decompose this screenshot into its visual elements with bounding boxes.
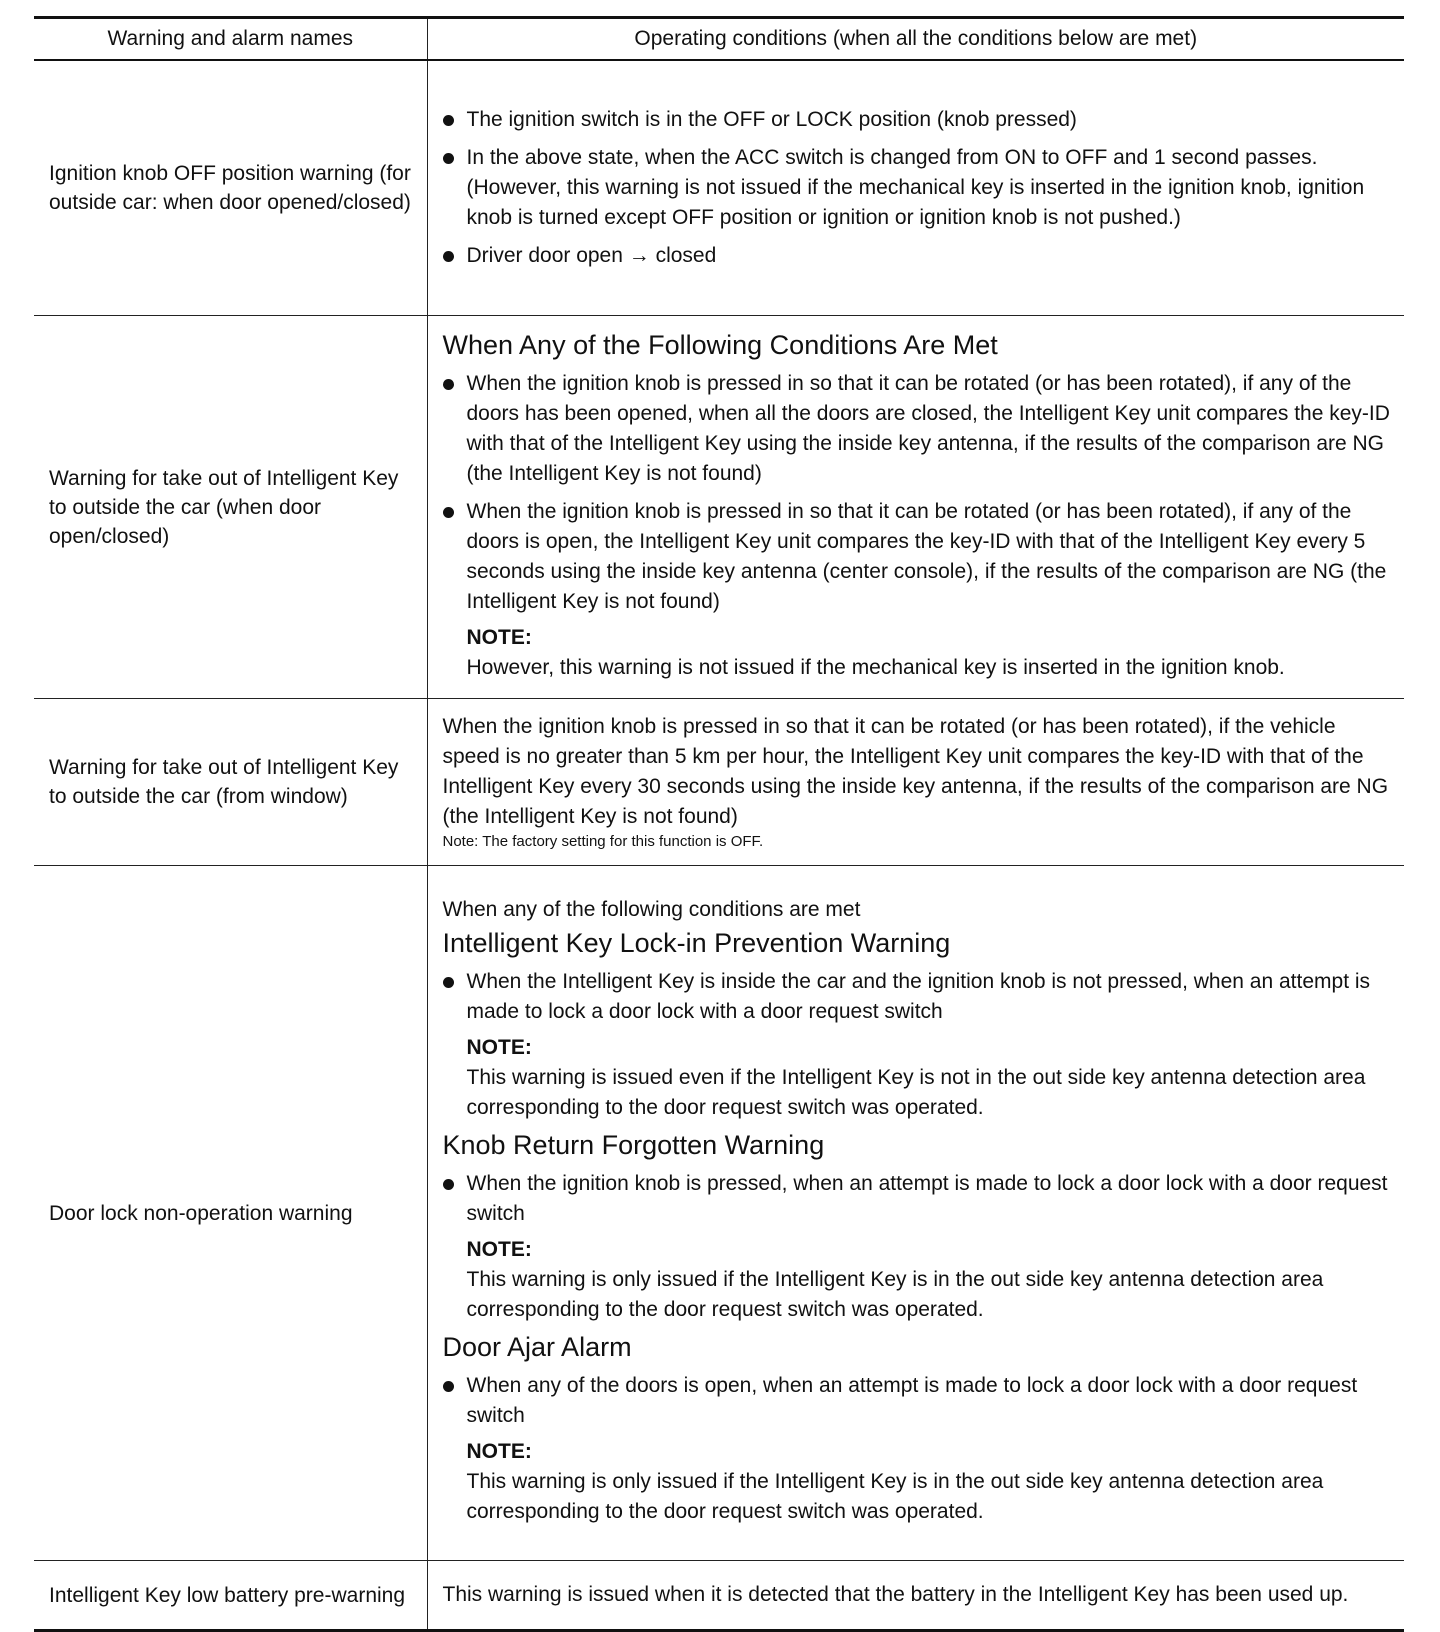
bullet-icon: [443, 507, 454, 518]
section-heading: Intelligent Key Lock-in Prevention Warning: [442, 928, 951, 958]
condition-text: When any of the doors is open, when an attempt is made to lock a door lock with a door request switch: [466, 1374, 1358, 1427]
note-text: This warning is only issued if the Intelligent Key is in the out side key antenna detection area corresponding to the door request switch was operated.: [466, 1470, 1324, 1523]
note-label: NOTE:: [466, 1238, 532, 1261]
warning-conditions-table: [34, 16, 1404, 1632]
condition-item: [443, 143, 1391, 233]
bullet-icon: [443, 379, 454, 390]
small-note: Note: The factory setting for this function is OFF.: [442, 833, 764, 850]
note-text: This warning is only issued if the Intelligent Key is in the out side key antenna detection area corresponding to the door request switch was operated.: [466, 1268, 1324, 1321]
condition-item: [443, 369, 1391, 489]
header-warning-names: Warning and alarm names: [34, 18, 427, 61]
note-block: [467, 1235, 1391, 1325]
conditions-cell: [427, 1561, 1404, 1631]
table-row: [34, 1561, 1404, 1631]
condition-list: [443, 1169, 1391, 1229]
bullet-icon: [443, 153, 454, 164]
bullet-icon: [443, 1179, 454, 1190]
condition-item: [443, 1169, 1391, 1229]
condition-list: [443, 1371, 1391, 1431]
warning-name-cell: Intelligent Key low battery pre-warning: [34, 1561, 427, 1631]
table-row: [34, 60, 1404, 316]
note-block: [467, 1437, 1391, 1527]
condition-text: When the ignition knob is pressed in so that it can be rotated (or has been rotated), if any of the doors is open, the Intelligent Key unit compares the key-ID with that of the Intelligent Key every 5 seconds using the inside key antenna (center console), if the results of the comparison are NG (the Intelligent Key is not found): [466, 500, 1387, 613]
condition-item: [443, 497, 1391, 617]
section-heading: When Any of the Following Conditions Are Met: [442, 330, 998, 360]
warning-name-cell: Warning for take out of Intelligent Key to outside the car (when door open/closed): [34, 316, 427, 699]
bullet-icon: [443, 251, 454, 262]
condition-list: [443, 369, 1391, 617]
note-label: NOTE:: [466, 1440, 532, 1463]
condition-text: When the ignition knob is pressed in so that it can be rotated (or has been rotated), if the vehicle speed is no greater than 5 km per hour, the Intelligent Key unit compares the key-ID with that of the Intelligent Key every 30 seconds using the inside key antenna, if the results of the comparison are NG (the Intelligent Key is not found): [442, 715, 1389, 828]
conditions-cell: [427, 316, 1404, 699]
section-heading: Knob Return Forgotten Warning: [442, 1130, 825, 1160]
conditions-cell: [427, 866, 1404, 1561]
table-row: [34, 699, 1404, 866]
note-text: This warning is issued even if the Intelligent Key is not in the out side key antenna detection area corresponding to the door request switch was operated.: [466, 1066, 1366, 1119]
bullet-icon: [443, 1381, 454, 1392]
table-header-row: [34, 18, 1404, 61]
condition-item: [443, 105, 1391, 135]
condition-intro: When any of the following conditions are met: [442, 898, 861, 921]
condition-item: [443, 967, 1391, 1027]
note-label: NOTE:: [466, 626, 532, 649]
note-block: [467, 1033, 1391, 1123]
header-operating-conditions: Operating conditions (when all the conditions below are met): [427, 18, 1404, 61]
table-row: [34, 316, 1404, 699]
warning-name-cell: Warning for take out of Intelligent Key to outside the car (from window): [34, 699, 427, 866]
warning-name-cell: Ignition knob OFF position warning (for outside car: when door opened/closed): [34, 60, 427, 316]
condition-list: [443, 105, 1391, 271]
table-row: [34, 866, 1404, 1561]
note-label: NOTE:: [466, 1036, 532, 1059]
conditions-cell: [427, 60, 1404, 316]
condition-text: In the above state, when the ACC switch is changed from ON to OFF and 1 second passes. (However, this warning is not issued if the mechanical key is inserted in the ignition knob, ignition knob is turned except OFF position or ignition or ignition knob is not pushed.): [466, 146, 1365, 229]
bullet-icon: [443, 977, 454, 988]
condition-item: [443, 1371, 1391, 1431]
conditions-cell: [427, 699, 1404, 866]
note-text: However, this warning is not issued if the mechanical key is inserted in the ignition knob.: [466, 656, 1285, 679]
section-heading: Door Ajar Alarm: [442, 1332, 632, 1362]
condition-list: [443, 967, 1391, 1027]
condition-text: When the Intelligent Key is inside the car and the ignition knob is not pressed, when an attempt is made to lock a door lock with a door request switch: [466, 970, 1371, 1023]
condition-item: [443, 241, 1391, 271]
condition-text: When the ignition knob is pressed, when an attempt is made to lock a door lock with a door request switch: [466, 1172, 1388, 1225]
condition-text: When the ignition knob is pressed in so that it can be rotated (or has been rotated), if any of the doors has been opened, when all the doors are closed, the Intelligent Key unit compares the key-ID with that of the Intelligent Key using the inside key antenna, if the results of the comparison are NG (the Intelligent Key is not found): [466, 372, 1390, 485]
bullet-icon: [443, 115, 454, 126]
warning-name-cell: Door lock non-operation warning: [34, 866, 427, 1561]
condition-text: This warning is issued when it is detected that the battery in the Intelligent Key has been used up.: [442, 1583, 1349, 1606]
note-block: [467, 623, 1391, 683]
condition-text: The ignition switch is in the OFF or LOCK position (knob pressed): [466, 108, 1077, 131]
condition-text: Driver door open → closed: [466, 244, 717, 267]
